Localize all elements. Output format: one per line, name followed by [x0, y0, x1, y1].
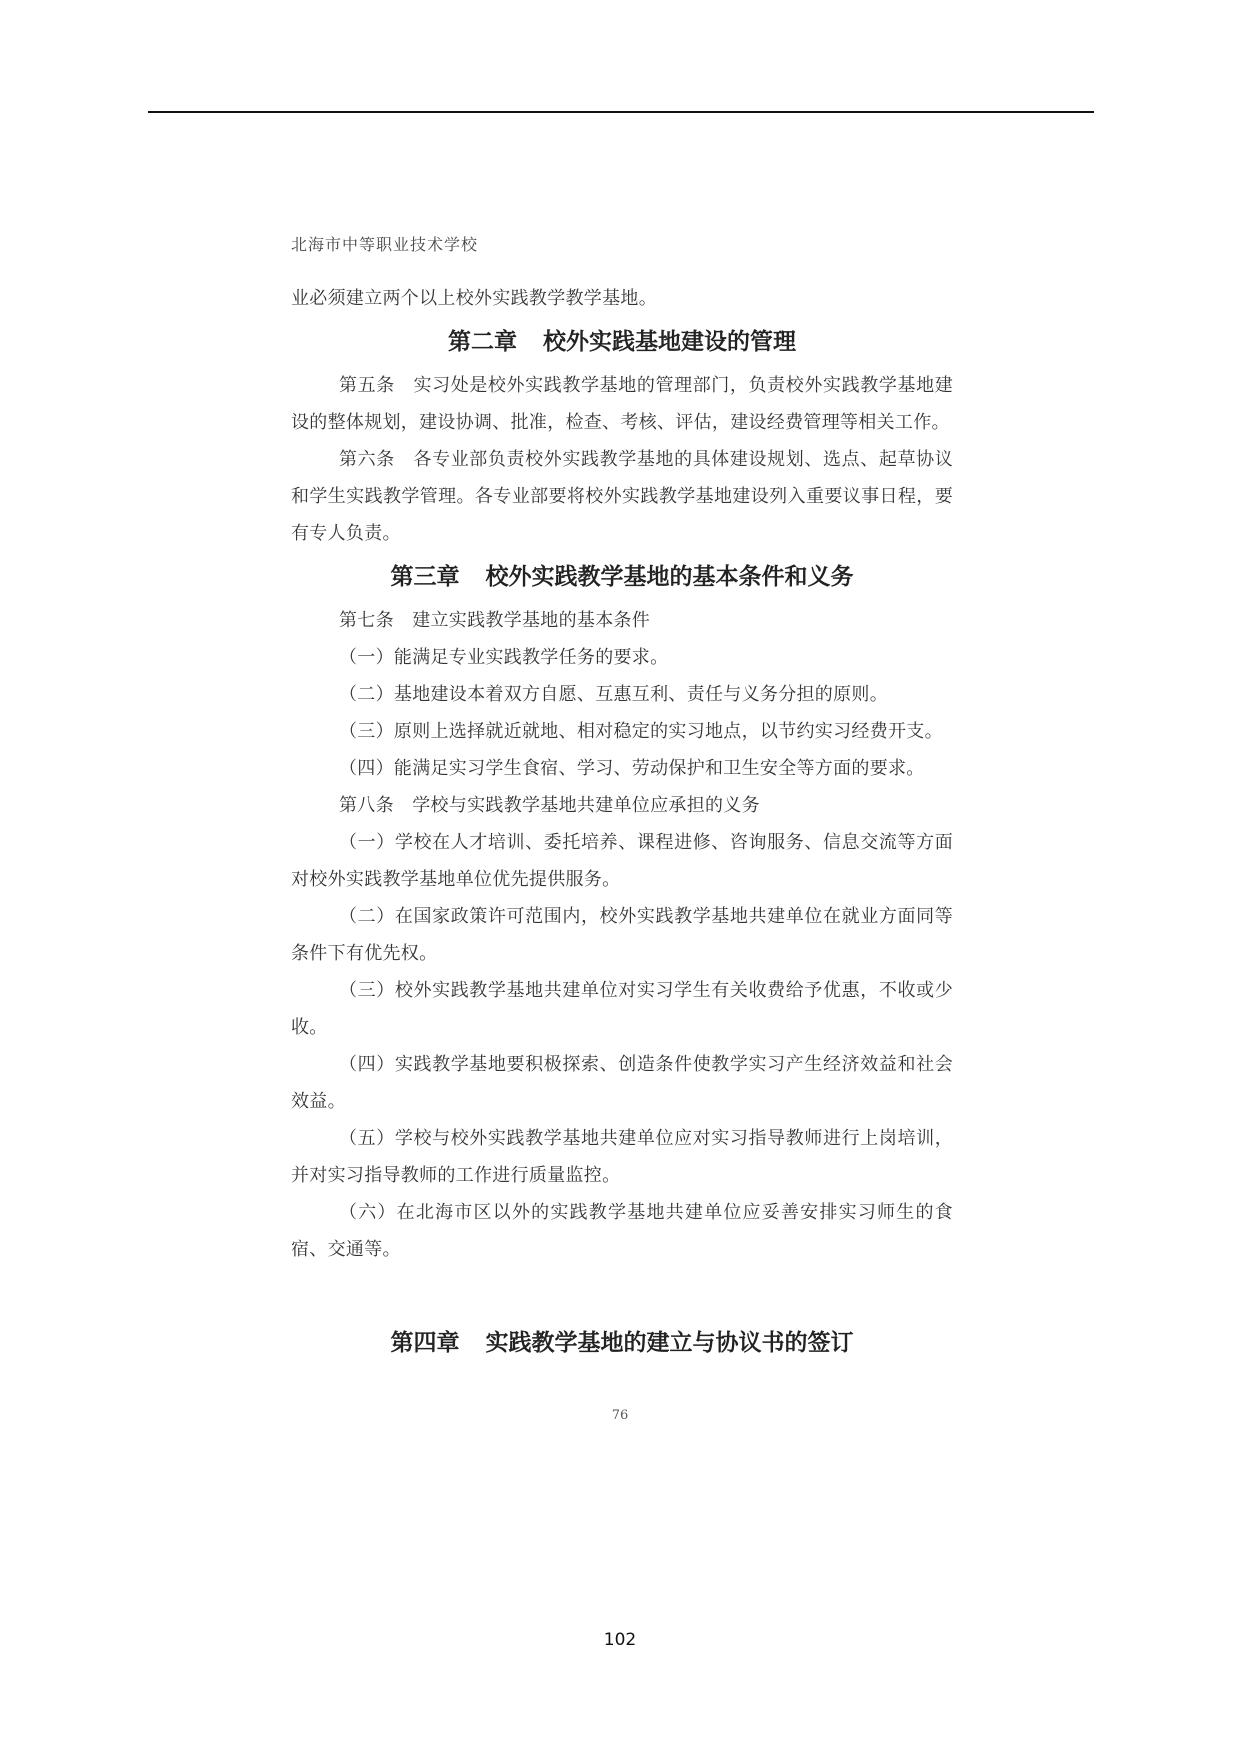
- chapter-number: 第四章: [390, 1330, 460, 1356]
- document-body: [291, 280, 953, 1368]
- spacer: [291, 1268, 953, 1318]
- paragraph-continued: 业必须建立两个以上校外实践教学教学基地。: [291, 288, 657, 309]
- article-7-item-3: （三）原则上选择就近就地、相对稳定的实习地点，以节约实习经费开支。: [339, 721, 943, 742]
- page-number: 102: [603, 1630, 637, 1650]
- article-8-item-6: （六）在北海市区以外的实践教学基地共建单位应妥善安排实习师生的食宿、交通等。: [291, 1202, 953, 1260]
- inner-page-number: 76: [611, 1408, 629, 1423]
- article-8-item-5: （五）学校与校外实践教学基地共建单位应对实习指导教师进行上岗培训，并对实习指导教师的工作进行质量监控。: [291, 1128, 953, 1186]
- header-rule: [148, 111, 1094, 113]
- article-7-item-1: （一）能满足专业实践教学任务的要求。: [339, 647, 669, 668]
- article-6: 第六条 各专业部负责校外实践教学基地的具体建设规划、选点、起草协议和学生实践教学管理。各专业部要将校外实践教学基地建设列入重要议事日程，要有专人负责。: [291, 449, 953, 544]
- chapter-3-heading: [291, 552, 953, 602]
- chapter-title: 实践教学基地的建立与协议书的签订: [485, 1330, 854, 1356]
- running-header: 北海市中等职业技术学校: [291, 235, 479, 254]
- article-7: 第七条 建立实践教学基地的基本条件: [339, 610, 651, 631]
- article-7-item-4: （四）能满足实习学生食宿、学习、劳动保护和卫生安全等方面的要求。: [339, 758, 925, 779]
- chapter-title: 校外实践基地建设的管理: [543, 329, 796, 355]
- article-8-item-4: （四）实践教学基地要积极探索、创造条件使教学实习产生经济效益和社会效益。: [291, 1054, 953, 1112]
- article-8: 第八条 学校与实践教学基地共建单位应承担的义务: [339, 795, 760, 816]
- chapter-number: 第二章: [448, 329, 517, 355]
- article-8-item-2: （二）在国家政策许可范围内，校外实践教学基地共建单位在就业方面同等条件下有优先权。: [291, 906, 953, 964]
- chapter-title: 校外实践教学基地的基本条件和义务: [485, 564, 854, 590]
- chapter-2-heading: [291, 317, 953, 367]
- chapter-4-heading: [291, 1318, 953, 1368]
- article-8-item-3: （三）校外实践教学基地共建单位对实习学生有关收费给予优惠，不收或少收。: [291, 980, 953, 1038]
- chapter-number: 第三章: [390, 564, 460, 590]
- article-5: 第五条 实习处是校外实践教学基地的管理部门，负责校外实践教学基地建设的整体规划，建设协调、批准，检查、考核、评估，建设经费管理等相关工作。: [291, 375, 953, 433]
- article-8-item-1: （一）学校在人才培训、委托培养、课程进修、咨询服务、信息交流等方面对校外实践教学基地单位优先提供服务。: [291, 832, 953, 890]
- article-7-item-2: （二）基地建设本着双方自愿、互惠互利、责任与义务分担的原则。: [339, 684, 888, 705]
